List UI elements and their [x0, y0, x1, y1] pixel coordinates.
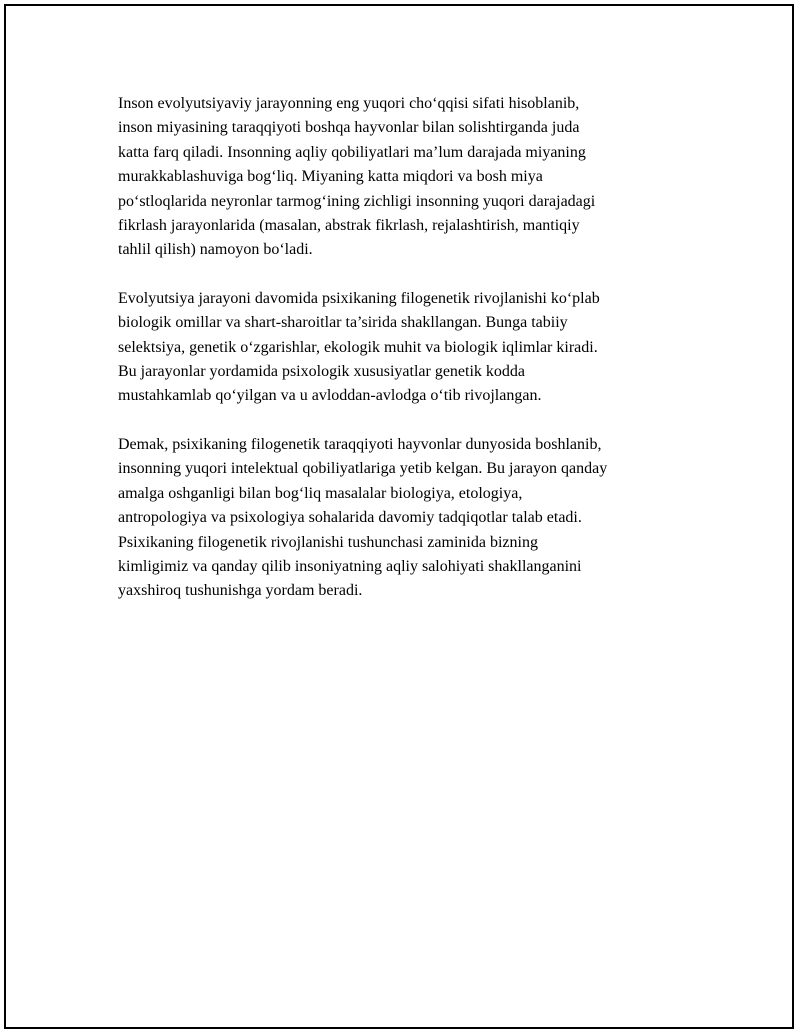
text-line: inson miyasining taraqqiyoti boshqa hayvonlar bilan solishtirganda juda [118, 119, 580, 137]
paragraph-2 [118, 287, 698, 409]
text-line: Demak, psixikaning filogenetik taraqqiyoti hayvonlar dunyosida boshlanib, [118, 435, 602, 453]
document-body [118, 92, 698, 628]
text-line: biologik omillar va shart-sharoitlar ta’sirida shakllangan. Bunga tabiiy [118, 314, 568, 332]
text-line: insonning yuqori intelektual qobiliyatlariga yetib kelgan. Bu jarayon qanday [118, 460, 608, 478]
text-line: murakkablashuviga bog‘liq. Miyaning katta miqdori va bosh miya [118, 168, 543, 186]
text-line: selektsiya, genetik o‘zgarishlar, ekologik muhit va biologik iqlimlar kiradi. [118, 338, 598, 356]
text-line: katta farq qiladi. Insonning aqliy qobiliyatlari ma’lum darajada miyaning [118, 143, 586, 161]
text-line: mustahkamlab qo‘yilgan va u avloddan-avlodga o‘tib rivojlangan. [118, 387, 542, 405]
text-line: yaxshiroq tushunishga yordam beradi. [118, 582, 363, 600]
text-line: kimligimiz va qanday qilib insoniyatning aqliy salohiyati shakllanganini [118, 557, 582, 575]
text-line: Evolyutsiya jarayoni davomida psixikaning filogenetik rivojlanishi ko‘plab [118, 289, 600, 307]
paragraph-3 [118, 433, 698, 604]
text-line: antropologiya va psixologiya sohalarida davomiy tadqiqotlar talab etadi. [118, 509, 582, 527]
text-line: fikrlash jarayonlarida (masalan, abstrak fikrlash, rejalashtirish, mantiqiy [118, 217, 580, 235]
text-line: Inson evolyutsiyaviy jarayonning eng yuqori cho‘qqisi sifati hisoblanib, [118, 95, 580, 112]
paragraph-1 [118, 92, 698, 263]
text-line: Bu jarayonlar yordamida psixologik xususiyatlar genetik kodda [118, 363, 526, 381]
text-line: amalga oshganligi bilan bog‘liq masalalar biologiya, etologiya, [118, 484, 523, 502]
text-line: Psixikaning filogenetik rivojlanishi tushunchasi zaminida bizning [118, 533, 538, 551]
text-line: tahlil qilish) namoyon bo‘ladi. [118, 241, 313, 259]
text-line: po‘stloqlarida neyronlar tarmog‘ining zichligi insonning yuqori darajadagi [118, 192, 596, 210]
